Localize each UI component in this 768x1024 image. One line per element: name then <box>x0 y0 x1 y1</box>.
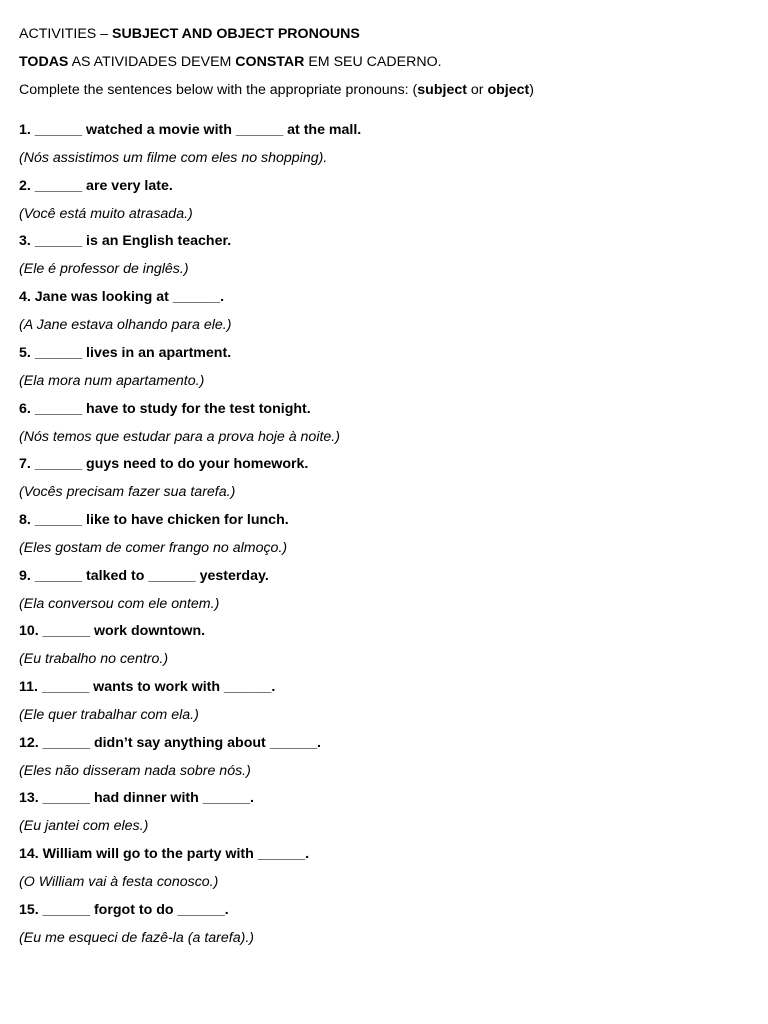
exercise-translation: (Ela conversou com ele ontem.) <box>19 596 220 612</box>
exercise-sentence: 12. ______ didn’t say anything about ______. <box>19 735 322 751</box>
exercise-translation: (Eles não disseram nada sobre nós.) <box>19 763 251 779</box>
title-topic: SUBJECT AND OBJECT PRONOUNS <box>112 26 360 42</box>
notice-end: EM SEU CADERNO. <box>304 54 442 70</box>
exercise-sentence: 8. ______ like to have chicken for lunch. <box>19 512 289 528</box>
exercise-sentence: 6. ______ have to study for the test tonight. <box>19 401 311 417</box>
exercise-sentence: 5. ______ lives in an apartment. <box>19 345 232 361</box>
exercise-sentence: 4. Jane was looking at ______. <box>19 289 225 305</box>
exercise-sentence: 15. ______ forgot to do ______. <box>19 902 229 918</box>
exercise-sentence: 11. ______ wants to work with ______. <box>19 679 276 695</box>
exercise-sentence: 14. William will go to the party with ______. <box>19 846 310 862</box>
instr-object: object <box>487 82 530 98</box>
title-prefix: ACTIVITIES – <box>19 26 113 42</box>
instructions <box>19 81 534 99</box>
exercise-translation: (Eles gostam de comer frango no almoço.) <box>19 540 288 556</box>
exercise-sentence: 10. ______ work downtown. <box>19 623 206 639</box>
exercise-sentence: 2. ______ are very late. <box>19 178 173 194</box>
exercise-translation: (Nós assistimos um filme com eles no shopping). <box>19 150 328 166</box>
instr-mid: or <box>466 82 488 98</box>
instr-end: ) <box>529 82 534 98</box>
notice-todas: TODAS <box>19 54 69 70</box>
exercise-translation: (Nós temos que estudar para a prova hoje à noite.) <box>19 429 340 445</box>
notice-constar: CONSTAR <box>235 54 305 70</box>
exercise-translation: (Ele quer trabalhar com ela.) <box>19 707 199 723</box>
exercise-sentence: 9. ______ talked to ______ yesterday. <box>19 568 269 584</box>
exercise-translation: (O William vai à festa conosco.) <box>19 874 219 890</box>
exercise-translation: (Eu me esqueci de fazê-la (a tarefa).) <box>19 930 254 946</box>
instr-pre: Complete the sentences below with the appropriate pronouns: ( <box>19 82 418 98</box>
exercise-sentence: 13. ______ had dinner with ______. <box>19 790 255 806</box>
exercise-sentence: 3. ______ is an English teacher. <box>19 233 232 249</box>
exercise-translation: (Vocês precisam fazer sua tarefa.) <box>19 484 236 500</box>
instr-subject: subject <box>417 82 467 98</box>
exercise-translation: (Eu jantei com eles.) <box>19 818 149 834</box>
exercise-translation: (Eu trabalho no centro.) <box>19 651 169 667</box>
notebook-notice <box>19 53 442 71</box>
exercise-translation: (Ele é professor de inglês.) <box>19 261 189 277</box>
exercise-translation: (Você está muito atrasada.) <box>19 206 193 222</box>
worksheet-title <box>19 25 360 43</box>
exercise-sentence: 1. ______ watched a movie with ______ at the mall. <box>19 122 362 138</box>
exercise-translation: (A Jane estava olhando para ele.) <box>19 317 232 333</box>
notice-mid: AS ATIVIDADES DEVEM <box>68 54 236 70</box>
exercise-translation: (Ela mora num apartamento.) <box>19 373 205 389</box>
exercise-sentence: 7. ______ guys need to do your homework. <box>19 456 309 472</box>
